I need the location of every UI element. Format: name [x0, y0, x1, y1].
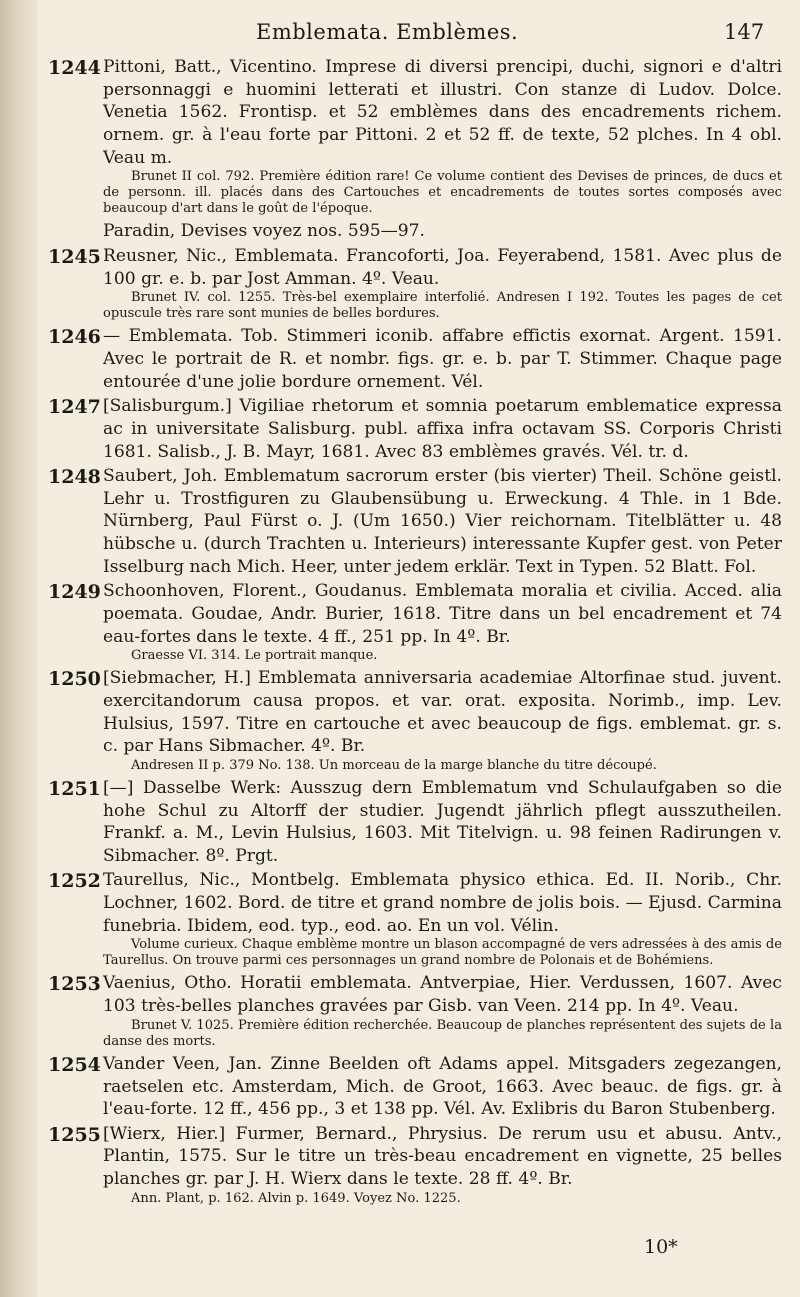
entry-body [103, 465, 782, 578]
entry-description: Pittoni, Batt., Vicentino. Imprese di diversi prencipi, duchi, signori e d'altri personnaggi e huomini letterati et illustri. Con stanze di Ludov. Dolce. Venetia 1562. Frontisp. et 52 emblèmes dans des encadrements richem. ornem. gr. à l'eau forte par Pittoni. 2 et 52 ff. de texte, 52 plches. In 4 obl. Veau m. [103, 57, 782, 168]
entry-body [103, 1123, 782, 1207]
entry-description: Vaenius, Otho. Horatii emblemata. Antverpiae, Hier. Verdussen, 1607. Avec 103 très-belles planches gravées par Gisb. van Veen. 214 pp. In 4º. Veau. [103, 973, 782, 1017]
entry-number: 1250 [48, 668, 101, 691]
entry-bibliographic-note: Andresen II p. 379 No. 138. Un morceau de la marge blanche du titre découpé. [131, 757, 657, 773]
entry-body [103, 580, 782, 664]
entry-description: Saubert, Joh. Emblematum sacrorum erster (bis vierter) Theil. Schöne geistl. Lehr u. Trostfiguren zu Glaubensübung u. Erweckung. 4 Thle. in 1 Bde. Nürnberg, Paul Fürst o. J. (Um 1650.) Vier reichornam. Titelblätter u. 48 hübsche u. (durch Trachten u. Interieurs) interessante Kupfer gest. von Peter Isselburg nach Mich. Heer, unter jedem erklär. Text in Typen. 52 Blatt. Fol. [103, 466, 782, 577]
entry-description: Schoonhoven, Florent., Goudanus. Emblemata moralia et civilia. Acced. alia poemata. Goudae, Andr. Burier, 1618. Titre dans un bel encadrement et 74 eau-fortes dans le texte. 4 ff., 251 pp. In 4º. Br. [103, 581, 782, 647]
entry-number: 1252 [48, 870, 101, 893]
entry-number: 1251 [48, 777, 101, 800]
catalogue-entry [0, 777, 800, 868]
catalogue-entry [0, 972, 800, 1049]
catalogue-entries [0, 56, 800, 1210]
entry-bibliographic-note: Brunet II col. 792. Première édition rare! Ce volume contient des Devises de princes, de ducs et de personn. ill. placés dans des Cartouches et encadrements de toutes sortes composés avec beaucoup d'art dans le goût de l'époque. [103, 169, 782, 217]
entry-body [103, 667, 782, 774]
entry-bibliographic-note: Ann. Plant, p. 162. Alvin p. 1649. Voyez No. 1225. [131, 1190, 461, 1206]
catalogue-entry [0, 667, 800, 774]
entry-body [103, 56, 782, 243]
entry-bibliographic-note: Brunet V. 1025. Première édition recherchée. Beaucoup de planches représentent des sujets de la danse des morts. [103, 1017, 782, 1049]
entry-number: 1246 [48, 326, 101, 349]
catalogue-entry [0, 245, 800, 322]
entry-number: 1253 [48, 973, 101, 996]
entry-body [103, 245, 782, 322]
entry-description: Reusner, Nic., Emblemata. Francoforti, Joa. Feyerabend, 1581. Avec plus de 100 gr. e. b. par Jost Amman. 4º. Veau. [103, 246, 782, 289]
entry-body [103, 395, 782, 463]
entry-body [103, 1053, 782, 1121]
catalogue-entry [0, 869, 800, 969]
entry-bibliographic-note: Volume curieux. Chaque emblème montre un blason accompagné de vers adressées à des amis de Taurellus. On trouve parmi ces personnages un grand nombre de Polonais et de Bohémiens. [103, 937, 782, 969]
running-title: Emblemata. Emblèmes. [256, 20, 519, 44]
catalogue-entry [0, 395, 800, 463]
catalogue-entry [0, 56, 800, 243]
entry-number: 1244 [48, 57, 101, 79]
entry-bibliographic-note: Brunet IV. col. 1255. Très-bel exemplaire interfolié. Andresen I 192. Toutes les pages de cet opuscule très rare sont munies de belles bordures. [103, 290, 782, 322]
sheet-signature: 10* [644, 1236, 678, 1258]
catalogue-entry [0, 1053, 800, 1121]
entry-number: 1245 [48, 246, 101, 269]
entry-number: 1255 [48, 1123, 101, 1146]
entry-body [103, 972, 782, 1049]
page-number: 147 [724, 20, 765, 44]
catalogue-entry [0, 1123, 800, 1207]
catalogue-entry [0, 325, 800, 393]
entry-body [103, 325, 782, 393]
entry-number: 1247 [48, 396, 101, 419]
running-header [0, 20, 800, 48]
entry-bibliographic-note: Graesse VI. 314. Le portrait manque. [131, 648, 378, 664]
entry-description: Taurellus, Nic., Montbelg. Emblemata physico ethica. Ed. II. Norib., Chr. Lochner, 1602. Bord. de titre et grand nombre de jolis bois. — Ejusd. Carmina funebria. Ibidem, eod. typ., eod. ao. En un vol. Vélin. [103, 870, 782, 936]
catalogue-entry [0, 580, 800, 664]
entry-description: [Siebmacher, H.] Emblemata anniversaria academiae Altorfinae stud. juvent. exercitandorum causa propos. et var. orat. exposita. Norimb., imp. Lev. Hulsius, 1597. Titre en cartouche et avec beaucoup de figs. emblemat. gr. s. c. par Hans Sibmacher. 4º. Br. [103, 668, 782, 757]
entry-body [103, 869, 782, 969]
entry-number: 1254 [48, 1053, 101, 1076]
entry-description: [—] Dasselbe Werk: Ausszug dern Emblematum vnd Schulaufgaben so die hohe Schul zu Altorff der studier. Jugendt jährlich pflegt ausszutheilen. Frankf. a. M., Levin Hulsius, 1603. Mit Titelvign. u. 98 feinen Radirungen v. Sibmacher. 8º. Prgt. [103, 777, 782, 866]
entry-description: [Salisburgum.] Vigiliae rhetorum et somnia poetarum emblematice expressa ac in universitate Salisburg. publ. affixa infra octavam SS. Corporis Christi 1681. Salisb., J. B. Mayr, 1681. Avec 83 emblèmes gravés. Vél. tr. d. [103, 396, 782, 462]
entry-body [103, 777, 782, 868]
entry-description: Vander Veen, Jan. Zinne Beelden oft Adams appel. Mitsgaders zegezangen, raetselen etc. Amsterdam, Mich. de Groot, 1663. Avec beauc. de figs. gr. à l'eau-forte. 12 ff., 456 pp., 3 et 138 pp. Vél. Av. Exlibris du Baron Stubenberg. [103, 1053, 782, 1120]
entry-number: 1248 [48, 466, 101, 489]
entry-cross-reference: Paradin, Devises voyez nos. 595—97. [103, 221, 425, 242]
entry-number: 1249 [48, 581, 101, 604]
entry-description: [Wierx, Hier.] Furmer, Bernard., Phrysius. De rerum usu et abusu. Antv., Plantin, 1575. Sur le titre un très-beau encadrement en vignette, 25 belles planches gr. par J. H. Wierx dans le texte. 28 ff. 4º. Br. [103, 1123, 782, 1190]
entry-description: — Emblemata. Tob. Stimmeri iconib. affabre effictis exornat. Argent. 1591. Avec le portrait de R. et nombr. figs. gr. e. b. par T. Stimmer. Chaque page entourée d'une jolie bordure ornement. Vél. [103, 326, 782, 392]
catalogue-entry [0, 465, 800, 578]
